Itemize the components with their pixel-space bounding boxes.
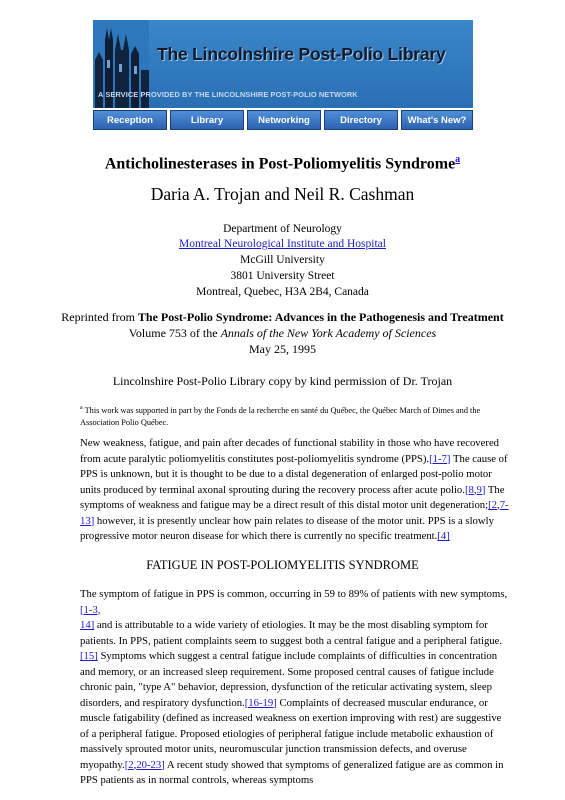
site-nav — [93, 110, 473, 130]
affiliation-institute — [0, 238, 565, 250]
reprint-date: May 25, 1995 — [249, 342, 316, 356]
affiliation-department: Department of Neurology — [223, 223, 342, 235]
ref-link[interactable]: [2 — [488, 499, 498, 511]
journal-name: Annals of the New York Academy of Sciences — [220, 326, 437, 340]
intro-text-1: New weakness, fatigue, and pain after decades of functional stability in those who have recovered from acute paralytic poliomyelitis constitutes post-poliomyelitis syndrome (PPS). — [80, 437, 500, 465]
fatigue-text-3: Symptoms which suggest a central fatigue include complaints of difficulties in concentration and memory, or an increased sleep requirement. Some proposed central causes of fatigue include chronic pain, "type A" behavior, depression, dysfunction of the reticular activating system, sleep disorders, and respiratory dysfunction. — [80, 650, 498, 709]
fatigue-text-1: The symptom of fatigue in PPS is common, occurring in 59 to 89% of patients with new symptoms, — [80, 588, 508, 600]
ref-link[interactable]: [16-19] — [244, 696, 277, 709]
site-banner — [93, 20, 473, 131]
footnote-mark: a — [80, 405, 83, 411]
ref-link[interactable]: [15] — [80, 650, 98, 662]
nav-directory-button[interactable]: Directory — [324, 110, 398, 130]
reprint-book-title: The Post-Polio Syndrome: Advances in the Pathogenesis and Treatment — [137, 310, 504, 324]
affiliation-street: 3801 University Street — [230, 270, 335, 282]
intro-text-4: however, it is presently unclear how pain relates to disease of the motor unit. PPS is a slowly progressive motor neuron disease for which there is currently no specific treatment. — [80, 514, 494, 542]
ref-link[interactable]: [1-7] — [429, 452, 451, 465]
ref-separator: , — [497, 499, 500, 511]
nav-reception-button[interactable]: Reception — [93, 110, 167, 130]
ref-link[interactable]: 14] — [80, 619, 95, 631]
nav-networking-button[interactable]: Networking — [247, 110, 321, 130]
institute-link[interactable]: Montreal Neurological Institute and Hospital — [179, 238, 386, 250]
fatigue-text-5: A recent study showed that symptoms of generalized fatigue are as common in PPS patients as in normal controls, whereas symptoms — [80, 758, 504, 786]
intro-text-3: The symptoms of weakness and fatigue may be a direct result of this distal motor unit degeneration; — [80, 483, 505, 511]
ref-link[interactable]: [2 — [124, 758, 134, 771]
nav-library-button[interactable]: Library — [170, 110, 244, 130]
volume-prefix: Volume 753 of the — [128, 326, 221, 340]
ref-link[interactable]: 7-13] — [80, 499, 509, 527]
ref-link[interactable]: 9] — [476, 483, 486, 496]
title-footnote-link[interactable]: a — [455, 154, 461, 165]
intro-paragraph — [80, 436, 510, 545]
nav-whats-new-button[interactable]: What's New? — [401, 110, 473, 130]
reprint-volume — [0, 326, 565, 341]
ref-link[interactable]: [8 — [464, 483, 474, 496]
ref-link[interactable]: 20-23] — [136, 758, 165, 771]
ref-separator: , — [133, 758, 137, 771]
permission-note: Lincolnshire Post-Polio Library copy by kind permission of Dr. Trojan — [112, 374, 453, 388]
fatigue-paragraph — [80, 587, 510, 789]
site-tagline: A SERVICE PROVIDED BY THE LINCOLNSHIRE POST-POLIO NETWORK — [98, 90, 358, 99]
affiliation-city: Montreal, Quebec, H3A 2B4, Canada — [196, 286, 369, 298]
site-title: The Lincolnshire Post-Polio Library — [157, 44, 446, 64]
footnote-text: This work was supported in part by the Fonds de la recherche en santé du Québec, the Québec March of Dimes and the Association Polio Québec. — [80, 405, 481, 427]
authors: Daria A. Trojan and Neil R. Cashman — [150, 184, 415, 204]
document-title — [0, 150, 565, 173]
affiliation-university: McGill University — [240, 254, 325, 266]
ref-link[interactable]: [4] — [437, 530, 450, 542]
section-heading: FATIGUE IN POST-POLIOMYELITIS SYNDROME — [146, 558, 419, 572]
footnote — [80, 402, 500, 429]
banner-header — [93, 20, 473, 108]
fatigue-text-2: and is attributable to a wide variety of etiologies. It may be the most disabling symptom for patients. In PPS, patient complaints seem to suggest both a central fatigue and a peripheral fatigue. — [80, 619, 503, 647]
fatigue-text-4: Complaints of decreased muscular endurance, or muscle fatigability (defined as increased weakness on exertion improving with rest) are suggestive of a peripheral fatigue. Proposed etiologies of peripheral fatigue include metabolic exhaustion of massively sprouted motor units, neuromuscular junction transmission defects, and overuse myopathy. — [80, 696, 502, 771]
reprint-prefix: Reprinted from — [61, 310, 138, 324]
ref-link[interactable]: [1-3, — [80, 603, 101, 616]
reprint-source — [0, 310, 565, 325]
intro-text-2: The cause of PPS is unknown, but it is thought to be due to a distal degeneration of enlarged post-polio motor units produced by terminal axonal sprouting during the recovery process after acute polio. — [80, 452, 508, 496]
document-title-text: Anticholinesterases in Post-Poliomyelitis Syndrome — [104, 155, 456, 173]
ref-separator: , — [473, 483, 477, 496]
